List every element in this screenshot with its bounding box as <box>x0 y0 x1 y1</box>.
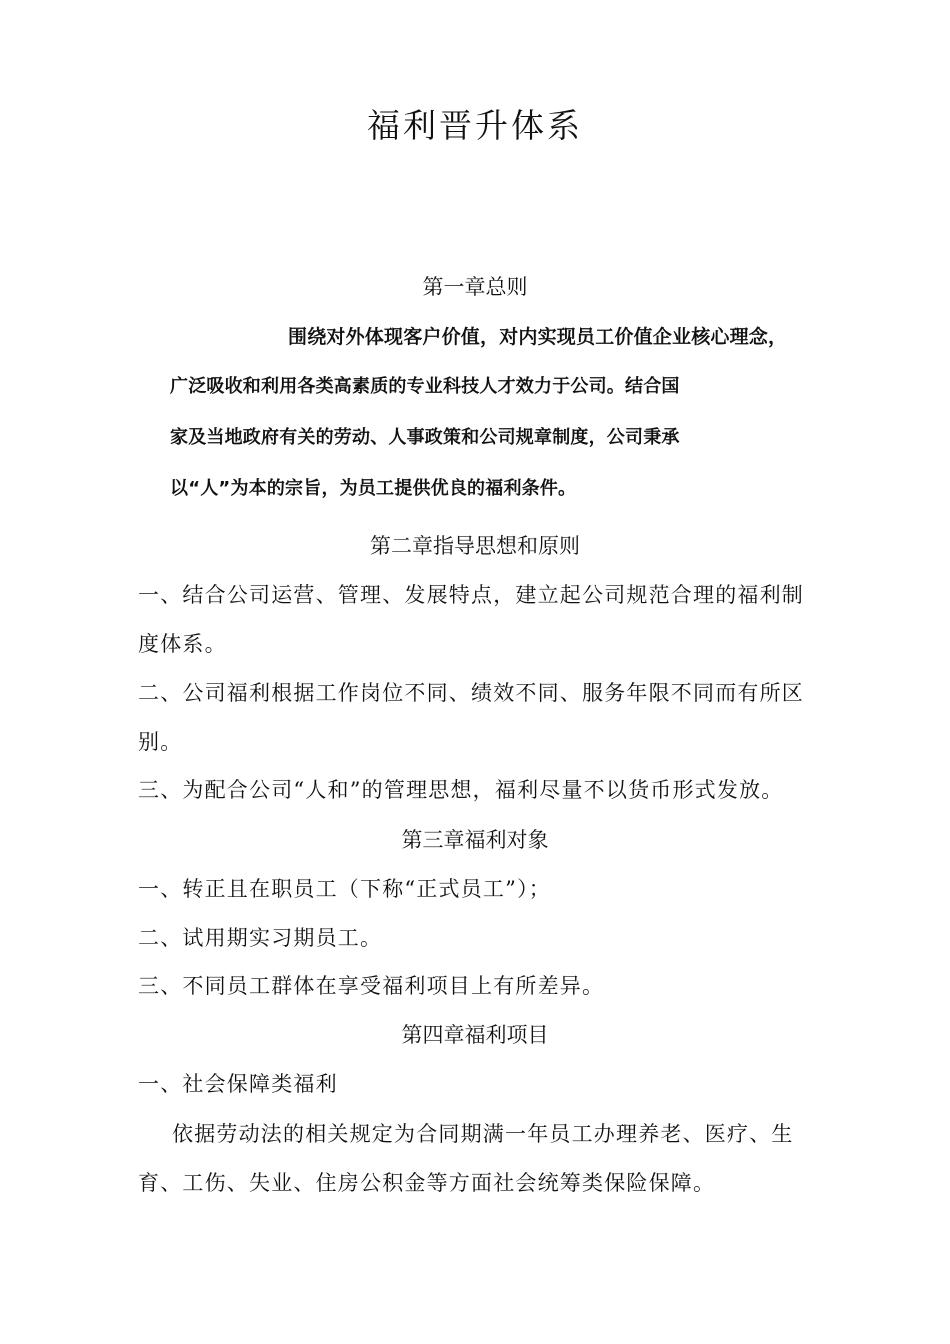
paragraph-line: 一、转正且在职员工（下称“正式员工”）； <box>138 877 551 901</box>
paragraph-line: 二、试用期实习期员工。 <box>138 926 383 950</box>
paragraph-line: 一、社会保障类福利 <box>138 1072 338 1096</box>
chapter-heading-3: 第三章福利对象 <box>401 828 549 852</box>
chapter-heading-4: 第四章福利项目 <box>401 1023 549 1047</box>
paragraph-line: 三、为配合公司“人和”的管理思想，福利尽量不以货币形式发放。 <box>138 778 784 802</box>
chapter-heading-1: 第一章总则 <box>422 275 528 299</box>
chapter-heading-2: 第二章指导思想和原则 <box>370 534 580 558</box>
paragraph-line: 依据劳动法的相关规定为合同期满一年员工办理养老、医疗、生 <box>172 1122 794 1146</box>
paragraph-line: 家及当地政府有关的劳动、人事政策和公司规章制度，公司秉承 <box>170 427 680 448</box>
paragraph-line: 别。 <box>138 730 183 754</box>
paragraph-line: 广泛吸收和利用各类高素质的专业科技人才效力于公司。结合国 <box>170 376 680 397</box>
paragraph-line: 以“人”为本的宗旨，为员工提供优良的福利条件。 <box>170 478 577 499</box>
paragraph-line: 育、工伤、失业、住房公积金等方面社会统筹类保险保障。 <box>138 1171 716 1195</box>
paragraph-line: 三、不同员工群体在享受福利项目上有所差异。 <box>138 974 605 998</box>
document-title: 福利晋升体系 <box>367 106 583 145</box>
paragraph-line: 二、公司福利根据工作岗位不同、绩效不同、服务年限不同而有所区 <box>138 681 804 705</box>
paragraph-line: 围绕对外体现客户价值，对内实现员工价值企业核心理念， <box>288 326 788 348</box>
paragraph-line: 一、结合公司运营、管理、发展特点，建立起公司规范合理的福利制 <box>138 583 804 607</box>
paragraph-line: 度体系。 <box>138 632 227 656</box>
